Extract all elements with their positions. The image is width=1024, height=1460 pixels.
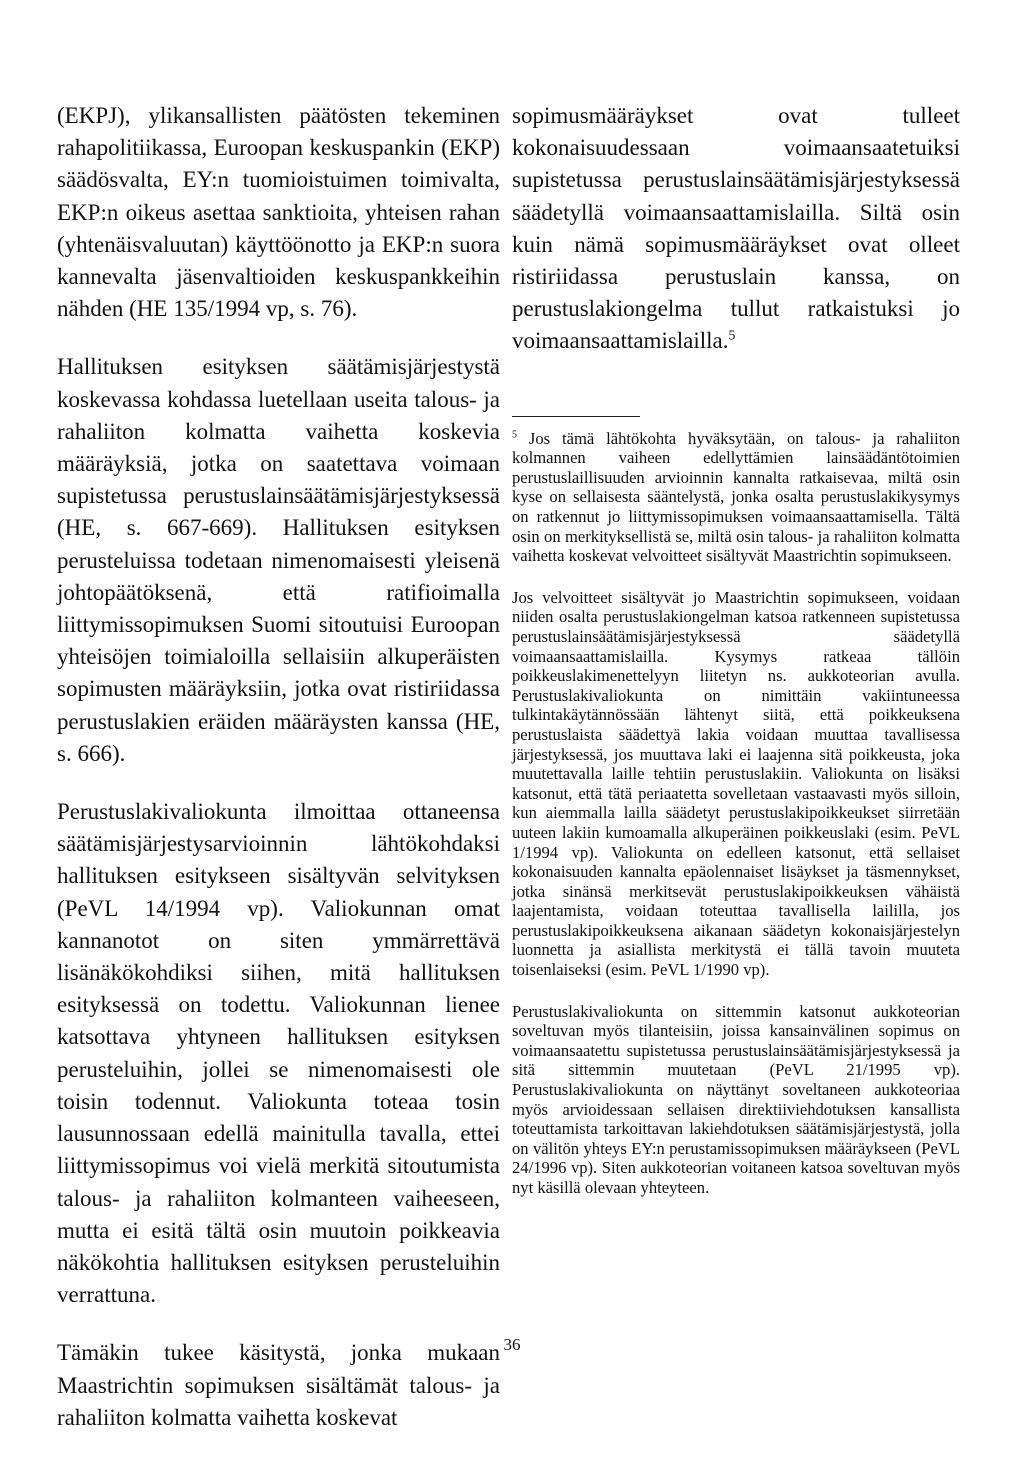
- body-paragraph-2: Hallituksen esityksen säätämisjärjestystä koskevassa kohdassa luetellaan useita talous- ja rahaliiton kolmatta vaihetta koskevia määräyksiä, jotka on saatettava voimaan supistetussa perustuslainsäätämisjärjestyksessä (HE, s. 667-669). Hallituksen esityksen perusteluissa todetaan nimenomaisesti yleisenä johtopäätöksenä, että ratifioimalla liittymissopimuksen Suomi sitoutuisi Euroopan yhteisöjen toimialoilla sellaisiin alkuperäisten sopimusten määräyksiin, jotka ovat ristiriidassa perustuslakien eräiden määräysten kanssa (HE, s. 666).: [57, 354, 500, 766]
- body-paragraph-5: [512, 100, 960, 358]
- body-paragraph-1: (EKPJ), ylikansallisten päätösten tekeminen rahapolitiikassa, Euroopan keskuspankin (EKP) säädösvalta, EY:n tuomioistuimen toimivalta, EKP:n oikeus asettaa sanktioita, yhteisen rahan (yhtenäisvaluutan) käyttöönotto ja EKP:n suora kannevalta jäsenvaltioiden keskuspankkeihin nähden (HE 135/1994 vp, s. 76).: [57, 103, 500, 322]
- body-paragraph-4: Tämäkin tukee käsitystä, jonka mukaan Maastrichtin sopimuksen sisältämät talous- ja rahaliiton kolmatta vaihetta koskevat: [57, 1340, 500, 1430]
- footnote-separator: [512, 416, 640, 417]
- footnote-reference: 5: [728, 327, 736, 343]
- page-number: 36: [503, 1335, 521, 1354]
- left-column: [57, 100, 500, 1460]
- footnote-1-text: Jos tämä lähtökohta hyväksytään, on talous- ja rahaliiton kolmannen vaiheen edellyttämien lainsäädäntötoimien perustuslaillisuuden arvioinnin kannalta ratkaisevaa, miltä osin kyse on sellaisesta sääntelystä, jonka osalta perustuslakikysymys on ratkennut jo liittymissopimuksen voimaansaattamisella. Tältä osin on merkityksellistä se, miltä osin talous- ja rahaliiton kolmatta vaihetta koskevat velvoitteet sisältyvät Maastrichtin sopimukseen.: [512, 428, 960, 566]
- footnote-marker: 5: [512, 429, 517, 441]
- footnote-paragraph-3: Perustuslakivaliokunta on sittemmin katsonut aukkoteorian soveltuvan myös tilanteisiin, joissa kansainvälinen sopimus on voimaansaatettu supistetussa perustuslainsäätämisjärjestyksessä ja sitä sittemmin muutetaan (PeVL 21/1995 vp). Perustuslakivaliokunta on näyttänyt soveltaneen aukkoteoriaa myös arvioidessaan sellaisen direktiiviehdotuksen kansallista toteuttamista tarkoittavan lakiehdotuksen säätämisjärjestystä, jolla on välitön yhteys EY:n perustamissopimuksen määräykseen (PeVL 24/1996 vp). Siten aukkoteorian voitaneen katsoa soveltuvan myös nyt käsillä olevaan yhteyteen.: [512, 1001, 960, 1197]
- footnote-1: [512, 429, 960, 566]
- right-column: [512, 100, 960, 1220]
- footnote-paragraph-2: Jos velvoitteet sisältyvät jo Maastrichtin sopimukseen, voidaan niiden osalta perustuslakiongelman katsoa ratkenneen supistetussa perustuslainsäätämisjärjestyksessä säädetyllä voimaansaattamislailla. Kysymys ratkeaa tällöin poikkeuslakimenettelyyn liitetyn ns. aukkoteorian avulla. Perustuslakivaliokunta on nimittäin vakiintuneessa tulkintakäytännössään lähtenyt siitä, että poikkeuksena perustuslaista säädettyä lakia voidaan muuttaa tavallisessa järjestyksessä, jos muuttava laki ei laajenna sitä poikkeusta, joka muutettavalla laille tehtiin perustuslakiin. Valiokunta on lisäksi katsonut, että tätä periaatetta sovelletaan vastaavasti myös silloin, kun aiemmalla lailla säädetyt perustuslakipoikkeukset siirretään uuteen lakiin kumoamalla alkuperäinen poikkeuslaki (esim. PeVL 1/1994 vp). Valiokunta on edelleen katsonut, että sellaiset kokonaisuuden kannalta epäolennaiset lisäykset ja täsmennykset, jotka sinänsä merkitsevät perustuslakipoikkeuksen vähäistä laajentamista, voidaan toteuttaa tavallisella laililla, jos perustuslakipoikkeuksena aikanaan säädetyn kokonaisjärjestelyn luonnetta ja asiallista merkitystä ei tällä tavoin muuteta toisenlaiseksi (esim. PeVL 1/1990 vp).: [512, 587, 960, 980]
- footnotes: [512, 429, 960, 1198]
- body-paragraph-3: Perustuslakivaliokunta ilmoittaa ottaneensa säätämisjärjestysarvioinnin lähtökohdaksi hallituksen esitykseen sisältyvän selvityksen (PeVL 14/1994 vp). Valiokunnan omat kannanotot on siten ymmärrettävä lisänäkökohdiksi siihen, mitä hallituksen esityksessä on todettu. Valiokunnan lienee katsottava yhtyneen hallituksen esityksen perusteluihin, jollei se nimenomaisesti ole toisin todennut. Valiokunta toteaa tosin lausunnossaan edellä mainitulla tavalla, ettei liittymissopimus voi vielä merkitä sitoutumista talous- ja rahaliiton kolmanteen vaiheeseen, mutta ei esitä tältä osin muutoin poikkeavia näkökohtia hallituksen esityksen perusteluihin verrattuna.: [57, 799, 500, 1308]
- body-paragraph-5-text: sopimusmääräykset ovat tulleet kokonaisuudessaan voimaansaatetuiksi supistetussa perustuslainsäätämisjärjestyksessä säädetyllä voimaansaattamislailla. Siltä osin kuin nämä sopimusmääräykset ovat olleet ristiriidassa perustuslain kanssa, on perustuslakiongelma tullut ratkaistuksi jo voimaansaattamislailla.: [512, 103, 960, 354]
